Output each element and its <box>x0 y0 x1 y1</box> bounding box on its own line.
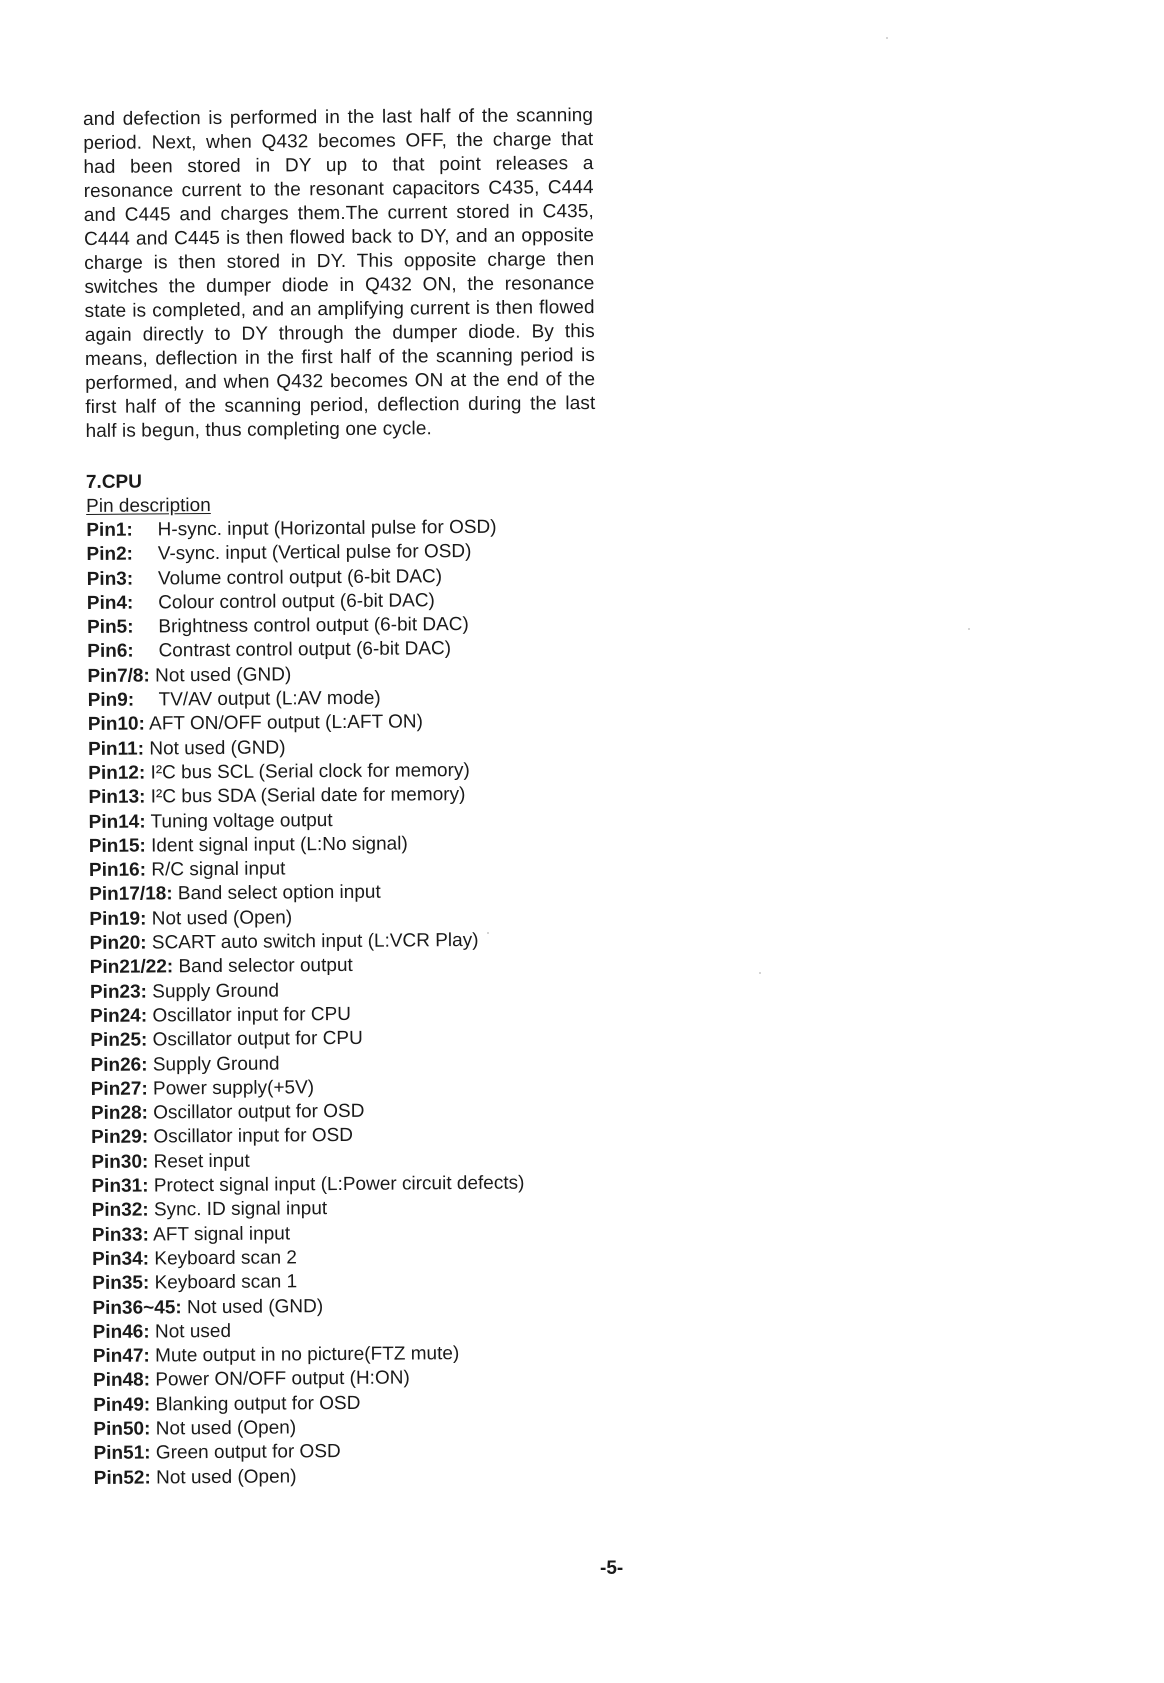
pin-label: Pin12: <box>88 762 146 784</box>
pin-description: Oscillator input for OSD <box>153 1125 354 1148</box>
pin-label: Pin6: <box>87 641 134 663</box>
pin-description: Ident signal input (L:No signal) <box>151 833 408 857</box>
pin-description: Colour control output (6-bit DAC) <box>158 590 435 614</box>
pin-label: Pin30: <box>91 1151 149 1173</box>
pin-label: Pin16: <box>88 859 147 882</box>
page-number: -5- <box>600 1558 624 1579</box>
pin-description: Contrast control output (6-bit DAC) <box>158 638 452 662</box>
pin-label: Pin27: <box>90 1078 148 1100</box>
pin-label: Pin13: <box>88 786 146 809</box>
pin-description: Brightness control output (6-bit DAC) <box>158 614 469 638</box>
pin-description: H-sync. input (Horizontal pulse for OSD) <box>157 516 497 541</box>
pin-description: TV/AV output (L:AV mode) <box>158 687 381 711</box>
pin-description: R/C signal input <box>151 858 286 881</box>
pin-label: Pin49: <box>93 1394 151 1416</box>
pin-description: Sync. ID signal input <box>153 1198 328 1221</box>
pin-description: Not used (GND) <box>186 1295 324 1318</box>
pin-description: Not used <box>154 1320 232 1343</box>
pin-label: Pin9: <box>87 689 135 712</box>
page-content <box>83 104 604 1491</box>
pin-description: AFT ON/OFF output (L:AFT ON) <box>149 711 423 735</box>
pin-label: Pin20: <box>89 932 147 955</box>
pin-label: Pin52: <box>93 1467 151 1489</box>
pin-label: Pin21/22: <box>89 956 174 979</box>
pin-label: Pin2: <box>86 543 134 566</box>
pin-description: Protect signal input (L:Power circuit defects) <box>153 1172 525 1197</box>
pin-label: Pin26: <box>90 1054 148 1076</box>
pin-label: Pin17/18: <box>89 883 173 906</box>
pin-label: Pin31: <box>91 1175 149 1197</box>
pin-description: Supply Ground <box>152 980 280 1003</box>
pin-description: Blanking output for OSD <box>155 1392 361 1416</box>
pin-label: Pin46: <box>92 1321 150 1343</box>
pin-label: Pin7/8: <box>87 665 150 687</box>
pin-description: SCART auto switch input (L:VCR Play) <box>151 929 479 954</box>
pin-label: Pin36~45: <box>92 1296 182 1319</box>
pin-description: Tuning voltage output <box>150 809 333 833</box>
pin-label: Pin25: <box>90 1029 148 1052</box>
pin-description: Reset input <box>153 1150 250 1173</box>
pin-label: Pin4: <box>86 592 134 614</box>
pin-description: Mute output in no picture(FTZ mute) <box>155 1343 460 1367</box>
pin-description: Power supply(+5V) <box>152 1077 315 1100</box>
pin-label: Pin33: <box>91 1224 149 1246</box>
pin-description: I²C bus SCL (Serial clock for memory) <box>150 759 470 784</box>
pin-label: Pin47: <box>92 1345 150 1368</box>
pin-label: Pin51: <box>93 1442 151 1465</box>
pin-description: Not used (GND) <box>154 664 292 687</box>
pin-label: Pin28: <box>90 1102 149 1125</box>
pin-description: Power ON/OFF output (H:ON) <box>155 1367 410 1391</box>
pin-label: Pin11: <box>87 738 145 760</box>
pin-description: Not used (Open) <box>155 1417 297 1440</box>
body-paragraph: and defection is performed in the last half of the scanning period. Next, when Q432 becomes OFF, the charge that had been stored in DY up to that point releases a resonance current to the resonant capacitors C435, C444 and C445 and charges them.The current stored in C435, C444 and C445 is then flowed back to DY, and an opposite charge is then stored in DY. This opposite charge then switches the dumper diode in Q432 ON, the resonance state is completed, and an amplifying current is then flowed again directly to DY through the dumper diode. By this means, deflection in the first half of the scanning period is performed, and when Q432 becomes ON at the end of the first half of the scanning period, deflection during the last half is begun, thus completing one cycle. <box>83 104 596 442</box>
pin-description-subheading: Pin description <box>86 495 211 517</box>
pin-label: Pin19: <box>89 908 147 930</box>
pin-description: Volume control output (6-bit DAC) <box>157 565 443 590</box>
pin-description: I²C bus SDA (Serial date for memory) <box>150 784 466 808</box>
pin-description: Oscillator output for CPU <box>152 1028 363 1051</box>
pin-label: Pin3: <box>86 568 134 590</box>
pin-label: Pin32: <box>91 1199 149 1222</box>
pin-description: Oscillator input for CPU <box>152 1003 352 1027</box>
pin-label: Pin48: <box>92 1369 151 1392</box>
pin-label: Pin14: <box>88 811 146 833</box>
section-heading: 7.CPU <box>85 471 142 493</box>
pin-label: Pin10: <box>87 713 145 736</box>
pin-description: Not used (GND) <box>149 737 286 760</box>
pin-label: Pin50: <box>93 1418 151 1440</box>
scan-speck <box>759 972 761 974</box>
pin-label: Pin5: <box>86 616 134 639</box>
pin-description: Supply Ground <box>152 1053 280 1076</box>
pin-label: Pin23: <box>89 981 148 1003</box>
pin-description: Oscillator output for OSD <box>153 1100 365 1124</box>
scan-speck <box>968 628 970 630</box>
pin-label: Pin29: <box>91 1126 149 1149</box>
pin-description: Keyboard scan 2 <box>154 1247 298 1270</box>
pin-label: Pin24: <box>90 1005 148 1027</box>
pin-description: Green output for OSD <box>155 1441 341 1464</box>
pin-label: Pin15: <box>88 835 146 857</box>
pin-description: AFT signal input <box>153 1223 291 1246</box>
pin-row <box>94 1462 714 1491</box>
pin-description: Not used (Open) <box>151 907 293 930</box>
pin-description: Keyboard scan 1 <box>154 1271 298 1294</box>
pin-description: Band select option input <box>177 882 381 905</box>
pin-list <box>86 514 714 1491</box>
scan-speck <box>886 37 888 39</box>
pin-label: Pin34: <box>91 1248 150 1270</box>
pin-description: Band selector output <box>178 955 353 978</box>
pin-label: Pin35: <box>92 1272 150 1295</box>
pin-label: Pin1: <box>86 519 133 541</box>
scan-speck <box>487 932 489 934</box>
pin-description: Not used (Open) <box>155 1465 297 1489</box>
pin-description: V-sync. input (Vertical pulse for OSD) <box>157 541 472 565</box>
